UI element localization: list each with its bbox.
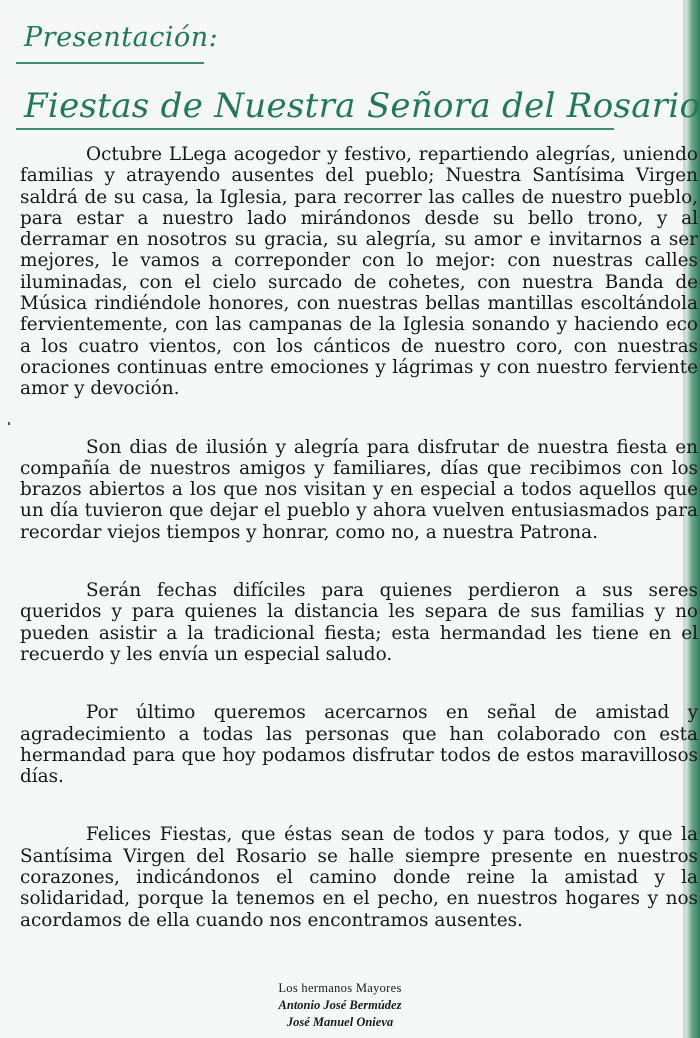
signature-name-1: Antonio José Bermúdez bbox=[278, 998, 402, 1012]
paragraph-1: Octubre LLega acogedor y festivo, repartiendo alegrías, uniendo familias y atrayendo ausentes del pueblo; Nuestra Santísima Virgen saldrá de su casa, la Iglesia, para recorrer las calles de nuestro pueblo, para estar a nuestro lado mirándonos desde su bello trono, y al derramar en nosotros su gracia, su alegría, su amor e invitarnos a ser mejores, le vamos a correponder con lo mejor: con nuestras calles iluminadas, con el cielo surcado de cohetes, con nuestra Banda de Música rindiéndole honores, con nuestras bellas mantillas escoltándola fervientemente, con las campanas de la Iglesia sonando y haciendo eco a los cuatro vientos, con los cánticos de nuestro coro, con nuestras oraciones continuas entre emociones y lágrimas y con nuestro ferviente amor y devoción. bbox=[20, 144, 698, 400]
paragraph-3: Serán fechas difíciles para quienes perdieron a sus seres queridos y para quienes la distancia les separa de sus familias y no pueden asistir a la tradicional fiesta; esta hermandad les tiene en el recuerdo y les envía un especial saludo. bbox=[20, 580, 698, 665]
print-speck bbox=[8, 422, 10, 425]
signature-block bbox=[240, 980, 440, 1031]
signature-name-2: José Manuel Onieva bbox=[286, 1015, 394, 1029]
body-text bbox=[20, 144, 698, 968]
paragraph-5: Felices Fiestas, que éstas sean de todos y para todos, y que la Santísima Virgen del Rosario se halle siempre presente en nuestros corazones, indicándonos el camino donde reine la amistad y la solidaridad, porque la tenemos en el pecho, en nuestros hogares y nos acordamos de ella cuando nos encontramos ausentes. bbox=[20, 824, 698, 931]
paragraph-2: Son dias de ilusión y alegría para disfrutar de nuestra fiesta en compañía de nuestros amigos y familiares, días que recibimos con los brazos abiertos a los que nos visitan y en especial a todos aquellos que un día tuvieron que dejar el pueblo y ahora vuelven entusiasmados para recordar viejos tiempos y honrar, como no, a nuestra Patrona. bbox=[20, 436, 698, 543]
title-underline bbox=[16, 128, 614, 130]
paragraph-4: Por último queremos acercarnos en señal de amistad y agradecimiento a todas las personas que han colaborado con esta hermandad para que hoy podamos disfrutar todos de estos maravillosos días. bbox=[20, 702, 698, 788]
signature-role: Los hermanos Mayores bbox=[278, 981, 402, 995]
presentation-label: Presentación: bbox=[24, 22, 219, 53]
page-title: Fiestas de Nuestra Señora del Rosario bbox=[24, 86, 700, 126]
presentation-underline bbox=[16, 62, 204, 64]
